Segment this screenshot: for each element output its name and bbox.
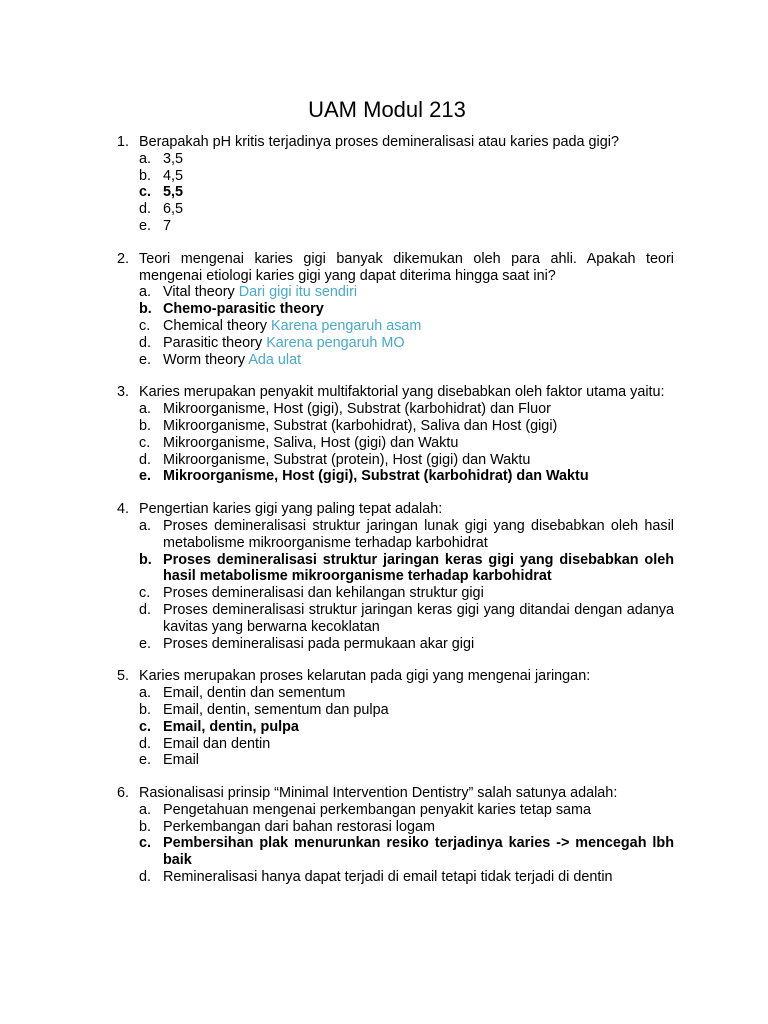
option-text: Proses demineralisasi dan kehilangan struktur gigi: [163, 585, 484, 602]
option-d: [139, 201, 674, 218]
option-b: [139, 417, 674, 435]
option-letter: e.: [139, 468, 152, 485]
option-letter: d.: [139, 869, 152, 886]
question-text: Rasionalisasi prinsip “Minimal Intervention Dentistry” salah satunya adalah:: [139, 785, 618, 802]
option-text: Email dan dentin: [163, 735, 271, 752]
option-letter: d.: [139, 334, 152, 351]
option-b: [139, 818, 674, 836]
option-text: 5,5: [163, 184, 184, 201]
option-a: [139, 284, 674, 301]
option-b-correct: [139, 551, 674, 586]
option-letter: a.: [139, 801, 152, 818]
option-a: [139, 517, 674, 552]
option-letter: a.: [139, 284, 152, 301]
option-e: [139, 752, 674, 769]
question-number: 5.: [117, 668, 130, 685]
option-b-correct: [139, 301, 674, 318]
question-number: 1.: [117, 134, 130, 150]
option-letter: d.: [139, 201, 152, 218]
question-text: Teori mengenai karies gigi banyak dikemukan oleh para ahli. Apakah teori mengenai etiologi karies gigi yang dapat diterima hingga saat ini?: [139, 250, 674, 284]
option-text: 7: [163, 217, 172, 234]
question-6: [0, 785, 768, 886]
option-d: [139, 601, 674, 636]
question-number: 4.: [117, 501, 130, 518]
option-note: Karena pengaruh asam: [270, 317, 422, 334]
option-text: Mikroorganisme, Substrat (protein), Host (gigi) dan Waktu: [163, 451, 531, 468]
question-5: [0, 668, 768, 769]
option-text: Mikroorganisme, Host (gigi), Substrat (karbohidrat) dan Fluor: [163, 401, 551, 418]
option-text: Email, dentin, pulpa: [163, 718, 299, 735]
option-letter: c.: [139, 184, 152, 201]
option-text: Proses demineralisasi struktur jaringan keras gigi yang disebabkan oleh hasil metabolisme mikroorganisme terhadap karbohidrat: [163, 551, 674, 585]
option-c-correct: [139, 184, 674, 201]
option-list: [0, 685, 768, 769]
option-c-correct: [139, 718, 674, 736]
option-c: [139, 585, 674, 602]
option-letter: b.: [139, 701, 152, 718]
option-letter: d.: [139, 601, 152, 618]
option-text: Parasitic theory: [163, 334, 263, 351]
option-c: [139, 434, 674, 452]
option-a: [139, 150, 674, 168]
option-a: [139, 801, 674, 819]
option-text: 3,5: [163, 150, 184, 167]
question-text: Karies merupakan proses kelarutan pada gigi yang mengenai jaringan:: [139, 668, 591, 685]
option-text: Vital theory: [163, 284, 235, 301]
option-text: Mikroorganisme, Saliva, Host (gigi) dan Waktu: [163, 434, 459, 451]
question-number: 6.: [117, 785, 130, 802]
option-text: Perkembangan dari bahan restorasi logam: [163, 818, 435, 835]
option-text: Proses demineralisasi struktur jaringan keras gigi yang ditandai dengan adanya kavitas yang berwarna kecoklatan: [163, 601, 674, 635]
option-text: Mikroorganisme, Substrat (karbohidrat), Saliva dan Host (gigi): [163, 417, 558, 434]
option-text: Email, dentin dan sementum: [163, 685, 346, 702]
option-text: Pembersihan plak menurunkan resiko terjadinya karies -> mencegah lbh baik: [163, 835, 674, 869]
option-d: [139, 735, 674, 753]
option-letter: d.: [139, 451, 152, 468]
option-text: Proses demineralisasi struktur jaringan lunak gigi yang disebabkan oleh hasil metabolisme mikroorganisme terhadap karbohidrat: [163, 517, 674, 551]
option-letter: b.: [139, 551, 152, 568]
question-number: 2.: [117, 250, 130, 267]
option-e: [139, 351, 674, 369]
option-letter: a.: [139, 150, 152, 167]
option-text: Proses demineralisasi pada permukaan akar gigi: [163, 635, 475, 652]
page-title: UAM Modul 213: [308, 97, 466, 122]
option-letter: e.: [139, 635, 152, 652]
question-list: [0, 134, 768, 886]
option-letter: a.: [139, 517, 152, 534]
option-letter: c.: [139, 718, 152, 735]
question-text: Karies merupakan penyakit multifaktorial yang disebabkan oleh faktor utama yaitu:: [139, 384, 665, 401]
question-text: Berapakah pH kritis terjadinya proses demineralisasi atau karies pada gigi?: [139, 134, 619, 150]
question-number: 3.: [117, 384, 130, 401]
option-text: Chemical theory: [163, 317, 267, 334]
option-letter: a.: [139, 401, 152, 418]
option-list: [0, 518, 768, 652]
option-text: Worm theory: [163, 351, 246, 368]
option-letter: e.: [139, 217, 152, 234]
option-letter: c.: [139, 835, 152, 852]
option-text: Mikroorganisme, Host (gigi), Substrat (karbohidrat) dan Waktu: [163, 468, 589, 485]
option-list: [0, 284, 768, 368]
option-a: [139, 685, 674, 702]
question-text: Pengertian karies gigi yang paling tepat adalah:: [139, 501, 443, 518]
option-note: Dari gigi itu sendiri: [238, 284, 358, 301]
option-letter: a.: [139, 685, 152, 702]
option-letter: e.: [139, 351, 152, 368]
option-letter: c.: [139, 317, 151, 334]
option-text: Chemo-parasitic theory: [163, 301, 324, 318]
option-letter: d.: [139, 735, 152, 752]
option-list: [0, 401, 768, 485]
option-text: Email, dentin, sementum dan pulpa: [163, 701, 389, 718]
option-text: Pengetahuan mengenai perkembangan penyakit karies tetap sama: [163, 801, 592, 818]
question-1: [0, 134, 768, 235]
option-letter: c.: [139, 585, 151, 602]
option-a: [139, 401, 674, 418]
option-b: [139, 167, 674, 185]
option-text: 4,5: [163, 167, 184, 184]
option-d: [139, 869, 674, 886]
option-note: Karena pengaruh MO: [266, 334, 405, 351]
option-e: [139, 635, 674, 653]
option-e-correct: [139, 468, 674, 485]
option-c-correct: [139, 835, 674, 869]
question-2: [0, 251, 768, 369]
option-note: Ada ulat: [248, 351, 302, 368]
question-3: [0, 384, 768, 485]
option-text: Remineralisasi hanya dapat terjadi di email tetapi tidak terjadi di dentin: [163, 869, 613, 886]
option-letter: b.: [139, 818, 152, 835]
option-b: [139, 701, 674, 719]
option-list: [0, 151, 768, 235]
option-d: [139, 451, 674, 469]
option-letter: b.: [139, 301, 152, 318]
option-letter: e.: [139, 752, 152, 769]
option-d: [139, 334, 674, 352]
question-4: [0, 501, 768, 652]
option-letter: b.: [139, 167, 152, 184]
option-text: 6,5: [163, 201, 184, 218]
option-c: [139, 317, 674, 335]
option-letter: c.: [139, 434, 151, 451]
option-letter: b.: [139, 417, 152, 434]
option-text: Email: [163, 752, 199, 769]
option-list: [0, 802, 768, 886]
option-e: [139, 217, 674, 235]
